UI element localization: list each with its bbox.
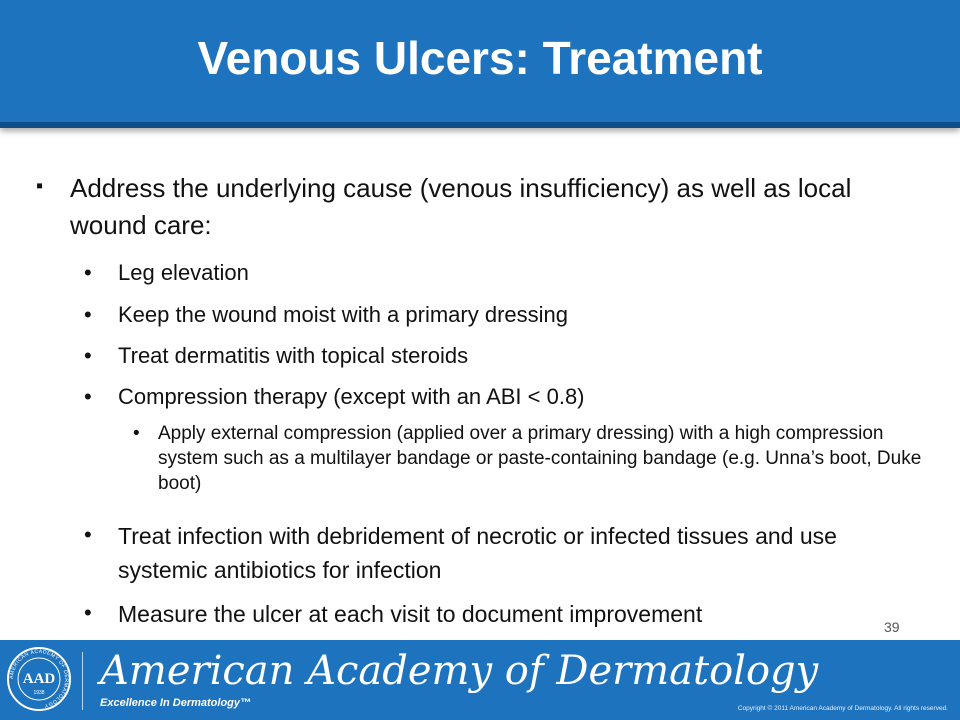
footer-divider — [82, 652, 83, 710]
bullet-icon: • — [84, 384, 92, 409]
list-item: Leg elevation — [118, 260, 249, 285]
org-tagline: Excellence In Dermatology™ — [100, 697, 251, 709]
list-item: Measure the ulcer at each visit to document improvement — [118, 601, 703, 627]
sub-bullet-icon: • — [133, 423, 140, 444]
page-number: 39 — [884, 619, 900, 635]
copyright-text: Copyright © 2011 American Academy of Dermatology. All rights reserved. — [737, 705, 948, 712]
list-item: Treat dermatitis with topical steroids — [118, 343, 469, 368]
list-item: Keep the wound moist with a primary dressing — [118, 302, 568, 327]
sub-list-item: Apply external compression (applied over a primary dressing) with a high compression system such as a multilayer bandage or paste-containing bandage (e.g. Unna’s boot, Duke boot) — [158, 423, 922, 494]
main-bullet: Address the underlying cause (venous insufficiency) as well as local wound care: — [70, 173, 852, 240]
logo-letters: AAD — [22, 671, 56, 687]
list-item: Compression therapy (except with an ABI < 0.8) — [118, 384, 585, 409]
title-bar — [0, 0, 960, 128]
logo-year: 1938 — [33, 690, 45, 696]
square-bullet-icon: ▪ — [36, 175, 44, 197]
bullet-icon: • — [84, 260, 92, 285]
logo-ring-text: AMERICAN ACADEMY OF DERMATOLOGY — [8, 648, 70, 709]
org-name: American Academy of Dermatology — [100, 648, 819, 694]
aad-seal-icon — [6, 646, 72, 712]
bullet-icon: • — [84, 600, 92, 625]
slide-title: Venous Ulcers: Treatment — [197, 32, 763, 84]
bullet-icon: • — [84, 522, 92, 547]
list-item: Treat infection with debridement of necrotic or infected tissues and use systemic antibiotics for infection — [118, 523, 837, 583]
bullet-icon: • — [84, 343, 92, 368]
bullet-icon: • — [84, 302, 92, 327]
